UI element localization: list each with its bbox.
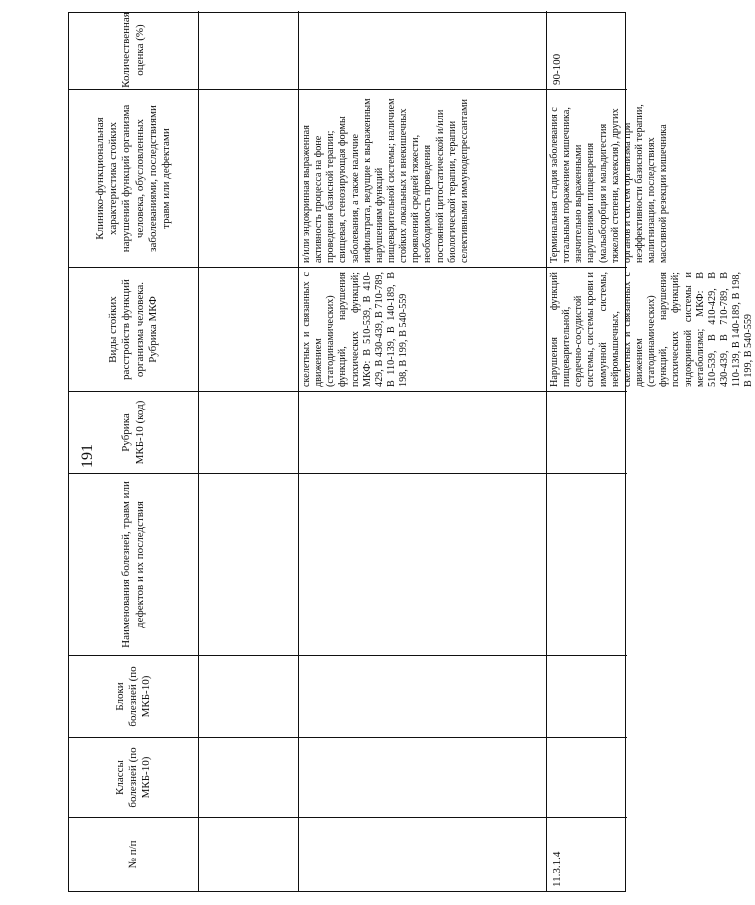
row2-percent: 90-100 (551, 53, 563, 85)
header-impairment-types: Виды стойких расстройств функций организма человека. Рубрика МКФ (69, 267, 199, 391)
row2-number: 11.3.1.4 (547, 817, 627, 891)
row2-name (547, 473, 627, 655)
row1-name (299, 473, 547, 655)
header-icd-code: Рубрика МКБ-10 (код) (69, 391, 199, 473)
row1-number (299, 817, 547, 891)
header-disease-class: Классы болезней (по МКБ-10) (69, 737, 199, 817)
spacer-cell (199, 11, 299, 89)
header-number: № п/п (69, 817, 199, 891)
header-disease-block: Блоки болезней (по МКБ-10) (69, 655, 199, 737)
disability-criteria-table (68, 12, 755, 892)
spacer-cell (199, 737, 299, 817)
row2-characteristic: Терминальная стадия заболевания с тотальным поражением кишечника, значительно выраженными нарушениями пищеварения (мальабсорбция и мальдигестия тяжелой степени, кахексия), других органов и систем организма при неэффективности базисной терапии, малигнизации, последствиях массивной резекции кишечника (547, 89, 627, 267)
row1-icd-code (299, 391, 547, 473)
row1-impairments: скелетных и связанных с движением (статодинамических) функций, нарушения психических функций; МКФ: B 510-539, B 410-429, B 430-439, B 710-789, B 110-139, B 140-189, B 198, B 199, B 540-559 (299, 267, 547, 391)
row2-class (547, 737, 627, 817)
header-clinical-characteristic: Клинико-функциональная характеристика стойких нарушений функций организма человека, обусловленных заболеваниями, последствиями травм или дефектами (69, 89, 199, 267)
row1-percent (299, 11, 547, 89)
spacer-cell (199, 89, 299, 267)
header-quantitative-assessment: Количественная оценка (%) (69, 11, 199, 89)
page-number: 191 (79, 444, 96, 468)
row1-characteristic: и/или эндокринная выраженная активность процесса на фоне проведения базисной терапии; свищевая, стенозирующая формы заболевания, а также наличие инфильтрата, ведущие к выраженным нарушениям функций пищеварительной системы; наличием стойких локальных и внекишечных проявлений средней тяжести, необходимость проведения постоянной цитостатической и/или биологической терапии, терапии селективными иммунодепрессантами (299, 89, 547, 267)
row1-class (299, 737, 547, 817)
row2-icd-code (547, 391, 627, 473)
spacer-cell (199, 267, 299, 391)
rotated-table-wrapper (68, 12, 755, 892)
row2-block (547, 655, 627, 737)
row2-impairments: Нарушения функций пищеварительной, сердечно-сосудистой системы, системы крови и иммунной системы, нейромышечных, скелетных и связанных с движением (статодинамических) функций, нарушения психических функций; эндокринной системы и метаболизма; МКФ: B 510-539, B 410-429, B 430-439, B 710-789, B 110-139, B 140-189, B 198, B 199, B 540-559 (547, 267, 627, 391)
header-disease-name: Наименования болезней, травм или дефектов и их последствия (69, 473, 199, 655)
spacer-cell (199, 655, 299, 737)
row1-block (299, 655, 547, 737)
spacer-cell (199, 473, 299, 655)
spacer-cell (199, 391, 299, 473)
spacer-cell (199, 817, 299, 891)
